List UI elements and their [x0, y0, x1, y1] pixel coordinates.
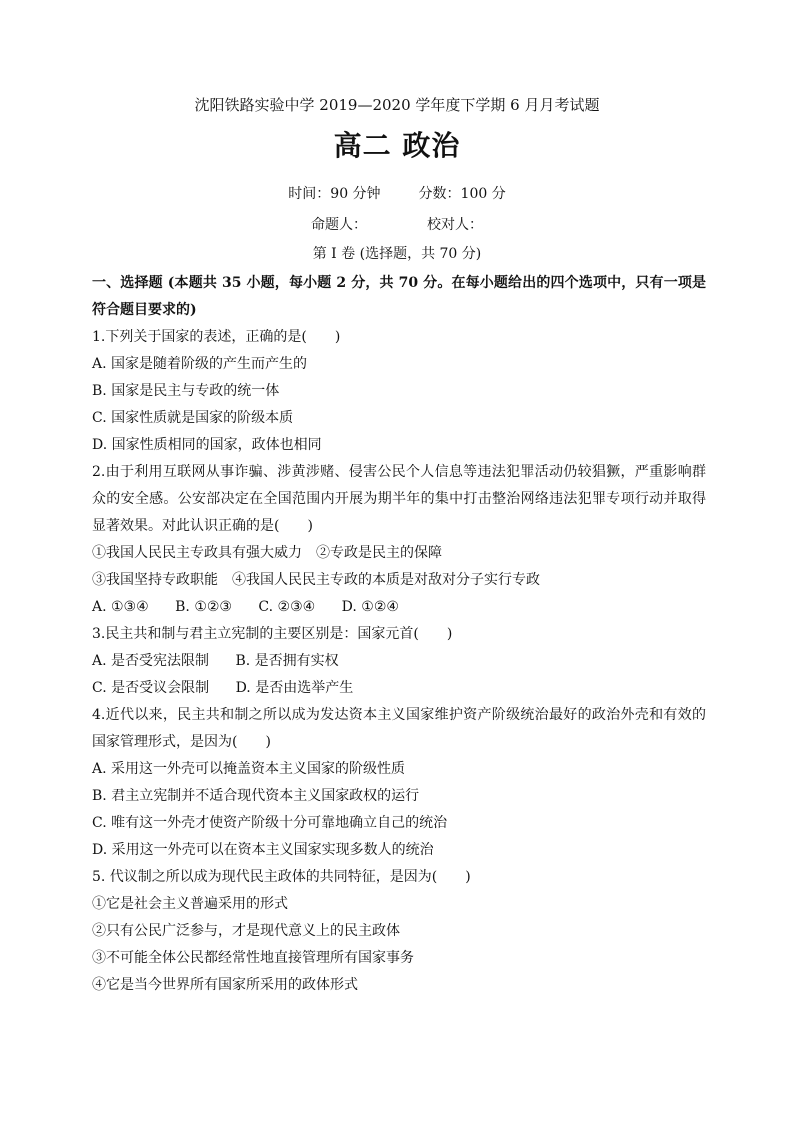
question-2-option-a: A. ①③④ — [92, 599, 149, 615]
question-4-option-a: A. 采用这一外壳可以掩盖资本主义国家的阶级性质 — [92, 761, 406, 777]
section-title: 一、选择题 (本题共 35 小题，每小题 2 分，共 70 分。在每小题给出的四个选项中，只有一项是符合题目要求的) — [92, 275, 706, 318]
question-5-stem: 5. 代议制之所以成为现代民主政体的共同特征，是因为( ) — [92, 869, 471, 885]
question-1-option-c: C. 国家性质就是国家的阶级本质 — [92, 410, 294, 426]
question-2-statements-2: ③我国坚持专政职能 ④我国人民民主专政的本质是对敌对分子实行专政 — [92, 572, 540, 588]
question-1-option-b: B. 国家是民主与专政的统一体 — [92, 383, 280, 399]
question-1-stem: 1.下列关于国家的表述，正确的是( ) — [92, 329, 341, 345]
checker-label: 校对人： — [427, 217, 483, 233]
exam-meta — [0, 184, 794, 204]
question-5-statement-4: ④它是当今世界所有国家所采用的政体形式 — [92, 977, 358, 993]
question-2-option-d: D. ①②④ — [341, 599, 399, 615]
school-title: 沈阳铁路实验中学 2019—2020 学年度下学期 6 月月考试题 — [194, 96, 600, 114]
question-2-stem: 2.由于利用互联网从事诈骗、涉黄涉赌、侵害公民个人信息等违法犯罪活动仍较猖獗，严重影响群众的安全感。公安部决定在全国范围内开展为期半年的集中打击整治网络违法犯罪专项行动并取得显著效果。对此认识正确的是( ) — [92, 464, 706, 534]
question-1-option-a: A. 国家是随着阶级的产生而产生的 — [92, 356, 308, 372]
setter-label: 命题人： — [311, 217, 367, 233]
question-3-stem: 3.民主共和制与君主立宪制的主要区别是：国家元首( ) — [92, 626, 453, 642]
question-4-option-c: C. 唯有这一外壳才使资产阶级十分可靠地确立自己的统治 — [92, 815, 448, 831]
exam-time: 时间：90 分钟 — [288, 186, 381, 202]
question-5-statement-2: ②只有公民广泛参与，才是现代意义上的民主政体 — [92, 923, 400, 939]
question-list — [92, 270, 706, 999]
subject-title: 高二 政治 — [333, 129, 461, 162]
question-2-statements-1: ①我国人民民主专政具有强大威力 ②专政是民主的保障 — [92, 545, 442, 561]
question-2-option-c: C. ②③④ — [258, 599, 316, 615]
question-3-options-row2 — [92, 675, 706, 702]
question-2-option-b: B. ①②③ — [175, 599, 232, 615]
question-5-statement-1: ①它是社会主义普遍采用的形式 — [92, 896, 288, 912]
question-3-option-c: C. 是否受议会限制 — [92, 680, 210, 696]
question-3-options-row1 — [92, 648, 706, 675]
exam-authors — [0, 215, 794, 235]
question-2-options — [92, 594, 706, 621]
exam-score: 分数：100 分 — [418, 186, 506, 202]
question-3-option-d: D. 是否由选举产生 — [235, 680, 354, 696]
question-1-option-d: D. 国家性质相同的国家，政体也相同 — [92, 437, 322, 453]
question-3-option-a: A. 是否受宪法限制 — [92, 653, 210, 669]
part-title: 第 I 卷 (选择题，共 70 分) — [312, 246, 482, 262]
question-3-option-b: B. 是否拥有实权 — [235, 653, 339, 669]
question-5-statement-3: ③不可能全体公民都经常性地直接管理所有国家事务 — [92, 950, 414, 966]
question-4-option-b: B. 君主立宪制并不适合现代资本主义国家政权的运行 — [92, 788, 420, 804]
question-4-stem: 4.近代以来，民主共和制之所以成为发达资本主义国家维护资产阶级统治最好的政治外壳和有效的国家管理形式，是因为( ) — [92, 707, 706, 750]
question-4-option-d: D. 采用这一外壳可以在资本主义国家实现多数人的统治 — [92, 842, 434, 858]
